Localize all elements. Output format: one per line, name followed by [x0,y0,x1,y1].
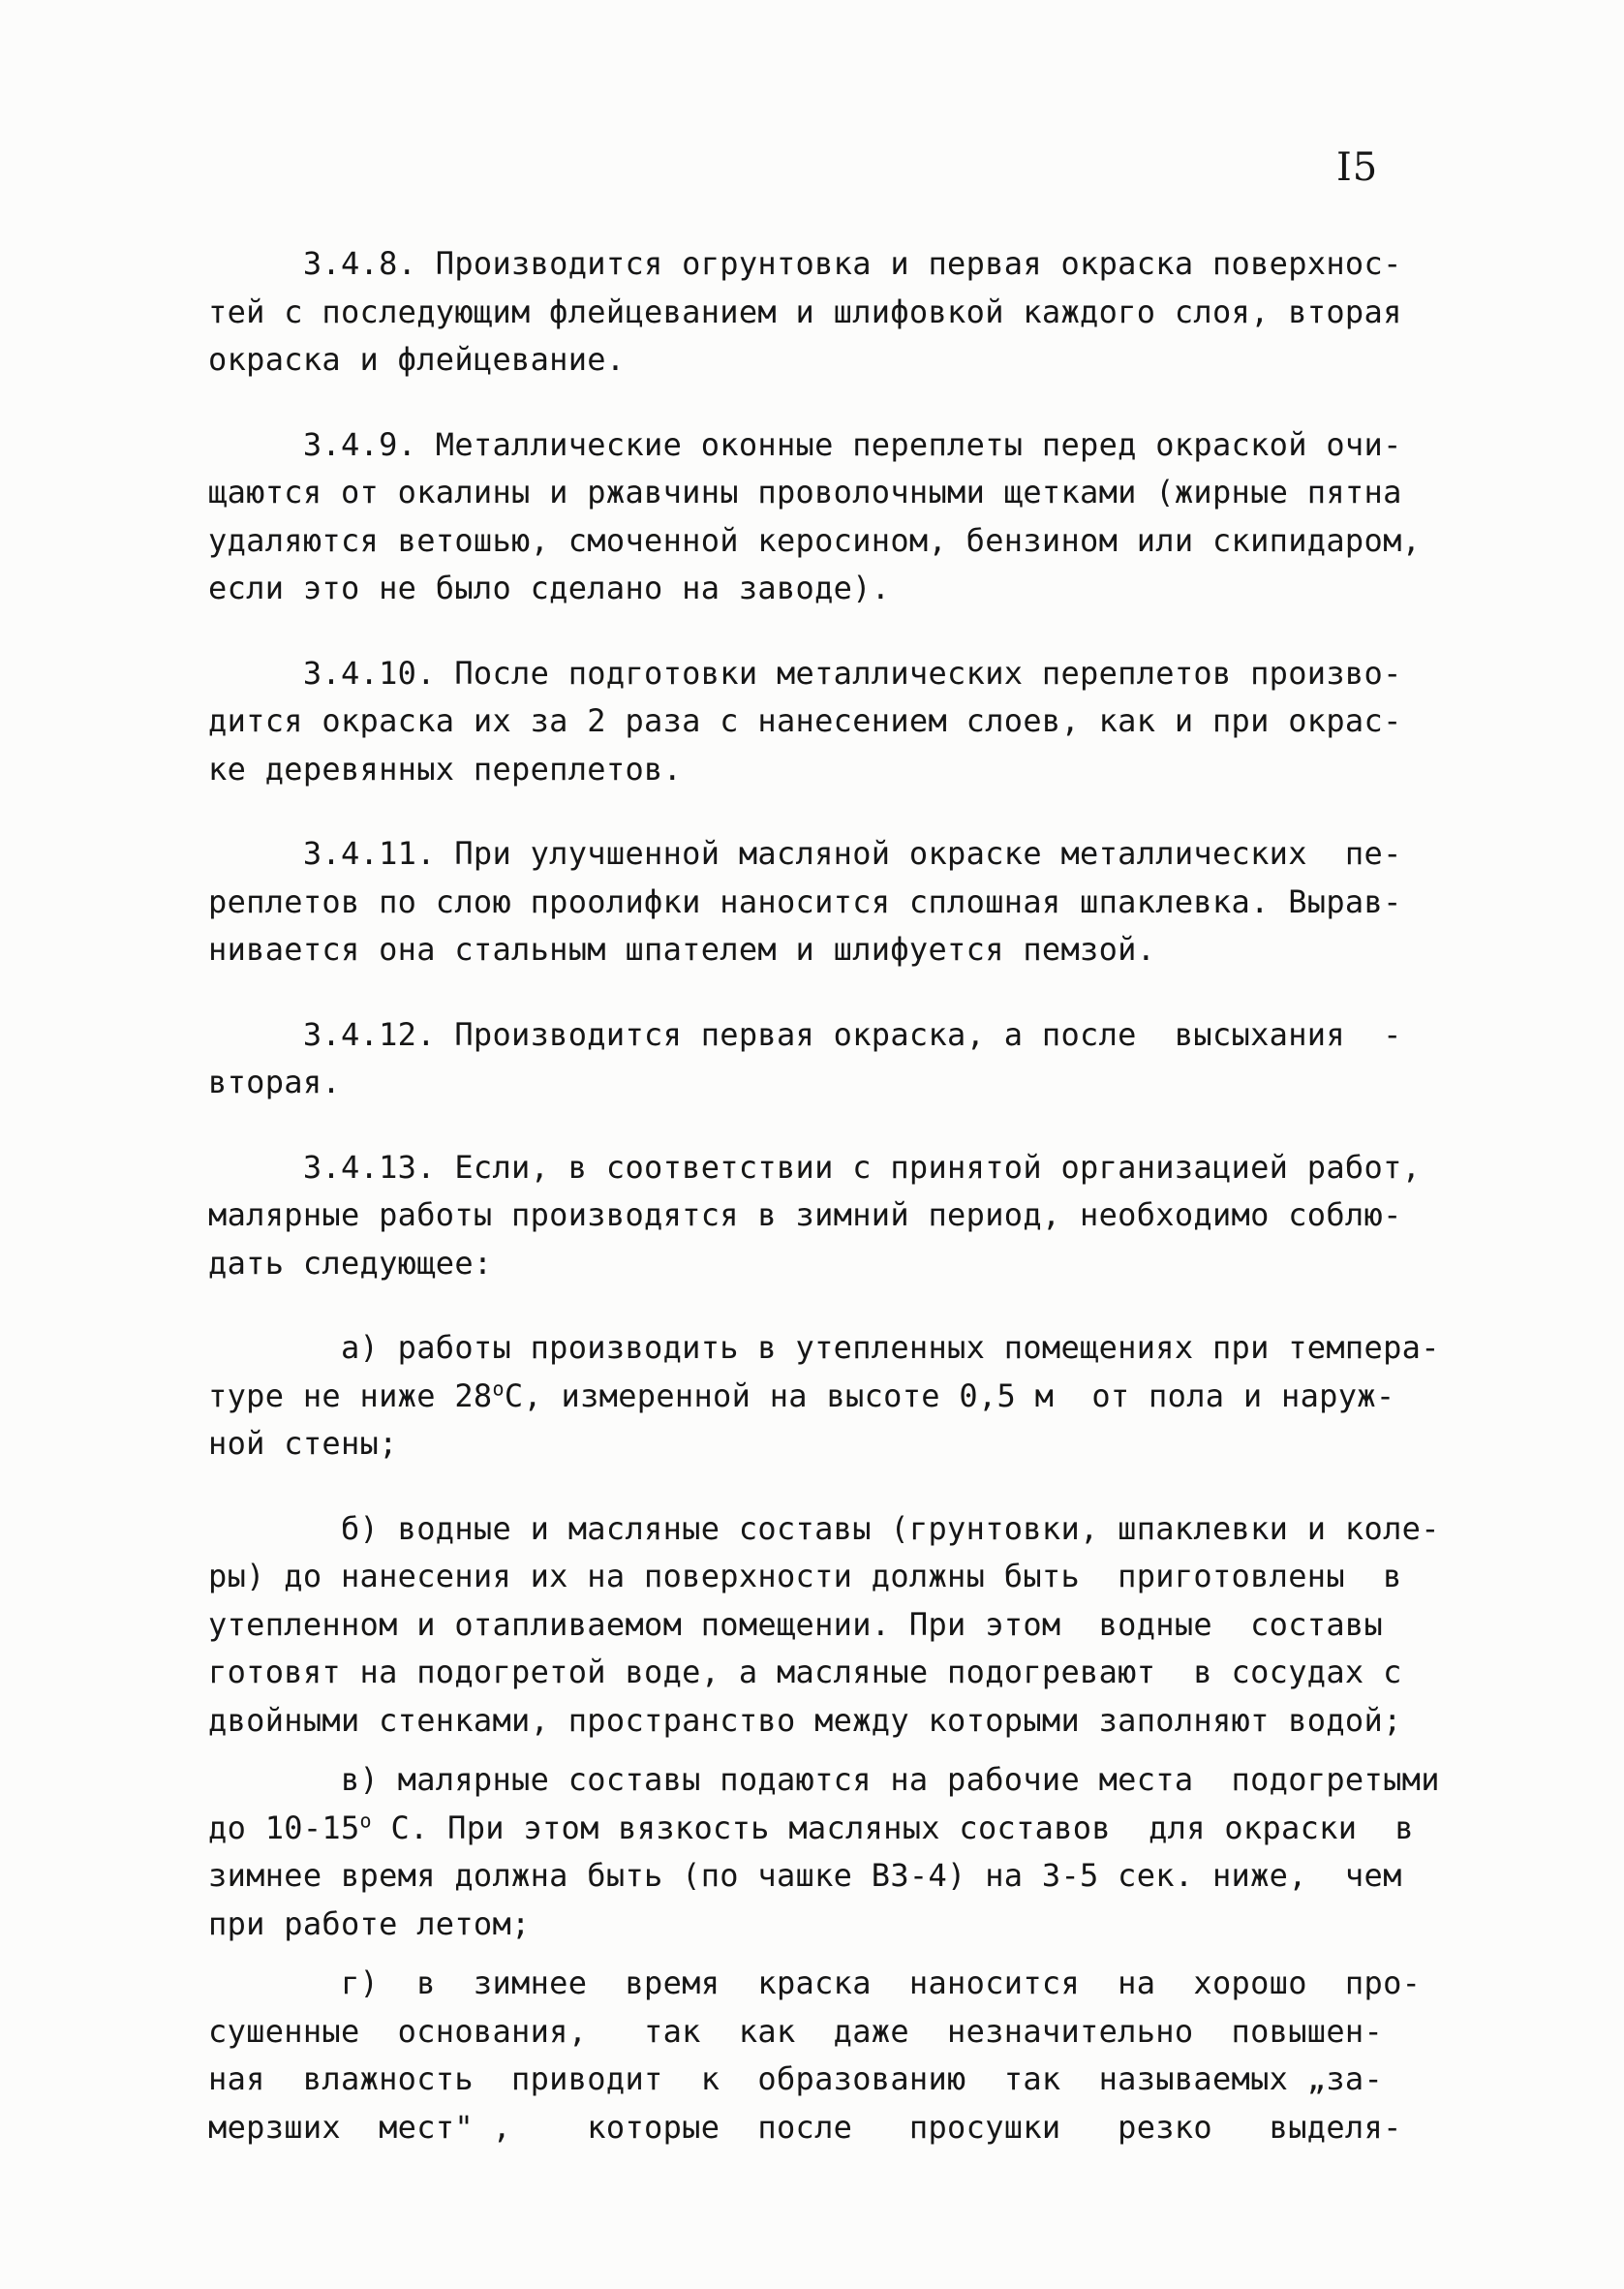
degree-superscript: о [492,1376,505,1400]
text-line: утепленном и отапливаемом помещении. При этом водные составы [208,1605,1384,1643]
paragraph-3-4-9 [208,421,1448,613]
text-line: г) в зимнее время краска наносится на хорошо про- [208,1964,1422,2001]
list-item-g [208,1960,1448,2151]
text-line: 3.4.8. Производится огрунтовка и первая окраска поверхнос- [208,245,1402,282]
text-line: если это не было сделано на заводе). [208,570,891,606]
text-line: готовят на подогретой воде, а масляные подогревают в сосудах с [208,1654,1402,1690]
text-line: удаляются ветошью, смоченной керосином, бензином или скипидаром, [208,521,1422,559]
text-line: 3.4.13. Если, в соответствии с принятой организацией работ, [208,1148,1422,1186]
list-item-v [208,1756,1448,1948]
text-line: при работе летом; [208,1904,531,1942]
text-line: ры) до нанесения их на поверхности должны быть приготовлены в [208,1558,1402,1594]
text-line [208,1373,1448,1421]
text-line: щаются от окалины и ржавчины проволочными щетками (жирные пятна [208,474,1402,510]
text-line: зимнее время должна быть (по чашке ВЗ-4) на 3-5 сек. ниже, чем [208,1857,1402,1894]
paragraph-3-4-10 [208,650,1448,794]
text-line: тей с последующим флейцеванием и шлифовкой каждого слоя, вторая [208,293,1402,330]
text-line: 3.4.12. Производится первая окраска, а после высыхания - [208,1015,1402,1053]
text-line: мерзших мест" , которые после просушки резко выделя- [208,2108,1402,2146]
text-line: двойными стенками, пространство между которыми заполняют водой; [208,1701,1402,1739]
text-line: окраска и флейцевание. [208,341,626,378]
text-line: а) работы производить в утепленных помещениях при темпера- [208,1329,1440,1366]
text-fragment: С. При этом вязкость масляных составов для окраски в [371,1809,1414,1846]
text-fragment: туре не ниже 28 [208,1376,493,1414]
text-line: ной стены; [208,1425,398,1462]
text-line: ке деревянных переплетов. [208,750,683,788]
text-line: б) водные и масляные составы (грунтовки, шпаклевки и коле- [208,1509,1440,1547]
document-body [208,240,1448,2151]
text-line [208,1805,1448,1853]
text-fragment: С, измеренной на высоте 0,5 м от пола и наруж- [504,1376,1395,1414]
list-item-b [208,1505,1448,1746]
text-line: 3.4.11. При улучшенной масляной окраске металлических пе- [208,835,1402,872]
text-line: ная влажность приводит к образованию так называемых „за- [208,2060,1384,2097]
text-line: малярные работы производятся в зимний период, необходимо соблю- [208,1196,1402,1233]
page-number: I5 [1336,145,1379,190]
text-line: дать следующее: [208,1244,493,1282]
paragraph-3-4-13 [208,1144,1448,1288]
text-line: 3.4.10. После подготовки металлических переплетов произво- [208,654,1402,692]
paragraph-3-4-8 [208,240,1448,385]
text-line: сушенные основания, так как даже незначительно повышен- [208,2012,1384,2050]
text-line: в) малярные составы подаются на рабочие места подогретыми [208,1761,1440,1798]
text-line: нивается она стальным шпателем и шлифуется пемзой. [208,931,1156,968]
degree-superscript: о [359,1808,372,1832]
text-line: реплетов по слою проолифки наносится сплошная шпаклевка. Вырав- [208,882,1402,920]
paragraph-3-4-11 [208,830,1448,974]
text-line: 3.4.9. Металлические оконные переплеты перед окраской очи- [208,425,1402,463]
text-fragment: до 10-15 [208,1809,360,1846]
paragraph-3-4-12 [208,1011,1448,1107]
text-line: дится окраска их за 2 раза с нанесением слоев, как и при окрас- [208,702,1402,739]
list-item-a [208,1324,1448,1469]
text-line: вторая. [208,1064,341,1100]
